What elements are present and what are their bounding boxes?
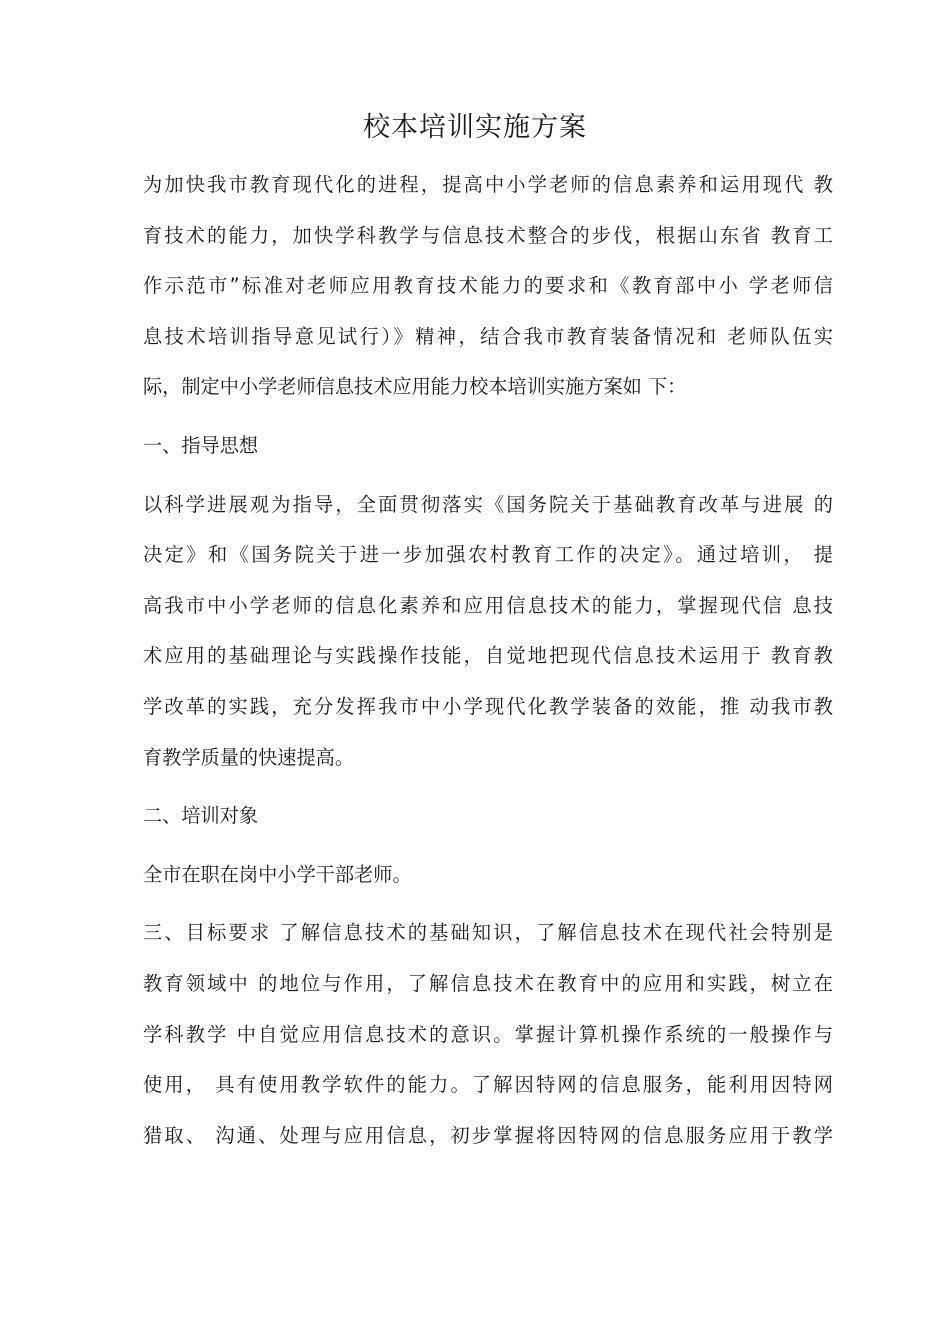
section-2-paragraph (143, 850, 833, 901)
intro-line: 为加快我市教育现代化的进程，提高中小学老师的信息素养和运用现代 教 (143, 173, 833, 196)
section-1-heading-block (143, 421, 833, 472)
intro-line: 育技术的能力，加快学科教学与信息技术整合的步伐，根据山东省 教育工 (143, 223, 833, 247)
intro-paragraph (143, 160, 833, 413)
section-1-line: 决定》和《国务院关于进一步加强农村教育工作的决定》。通过培训， 提 (143, 543, 833, 567)
intro-line: 息技术培训指导意见试行）》精神，结合我市教育装备情况和 老师队伍实 (143, 324, 833, 348)
section-2-heading-block (143, 791, 833, 842)
section-1-line: 育教学质量的快速提高。 (143, 745, 355, 769)
section-1-paragraph (143, 480, 833, 784)
section-1-line: 术应用的基础理论与实践操作技能，自觉地把现代信息技术运用于 教育教 (143, 644, 833, 668)
document-title: 校本培训实施方案 (363, 112, 587, 143)
section-3-line: 学科教学 中自觉应用信息技术的意识。掌握计算机操作系统的一般操作与 (143, 1022, 833, 1046)
section-1-heading: 一、指导思想 (143, 433, 259, 457)
section-3-paragraph (143, 908, 833, 1161)
section-3-line: 三、目标要求 了解信息技术的基础知识，了解信息技术在现代社会特别是 (143, 921, 833, 945)
section-2-text: 全市在职在岗中小学干部老师。 (143, 862, 412, 886)
intro-line: 际，制定中小学老师信息技术应用能力校本培训实施方案如 下： (143, 375, 687, 399)
section-1-line: 学改革的实践，充分发挥我市中小学现代化教学装备的效能，推 动我市教 (143, 694, 833, 718)
section-1-line: 以科学进展观为指导，全面贯彻落实《国务院关于基础教育改革与进展 的 (143, 492, 833, 516)
section-3-line: 使用， 具有使用教学软件的能力。了解因特网的信息服务，能利用因特网 (143, 1073, 833, 1097)
document-body (143, 160, 833, 1161)
section-3-line: 猎取、 沟通、处理与应用信息，初步掌握将因特网的信息服务应用于教学 (143, 1123, 833, 1147)
section-3-line: 教育领域中 的地位与作用，了解信息技术在教育中的应用和实践，树立在 (143, 971, 833, 995)
section-2-heading: 二、培训对象 (143, 804, 259, 828)
section-1-line: 高我市中小学老师的信息化素养和应用信息技术的能力，掌握现代信 息技 (143, 593, 833, 617)
intro-line: 作示范市”标准对老师应用教育技术能力的要求和《教育部中小 学老师信 (143, 274, 833, 298)
